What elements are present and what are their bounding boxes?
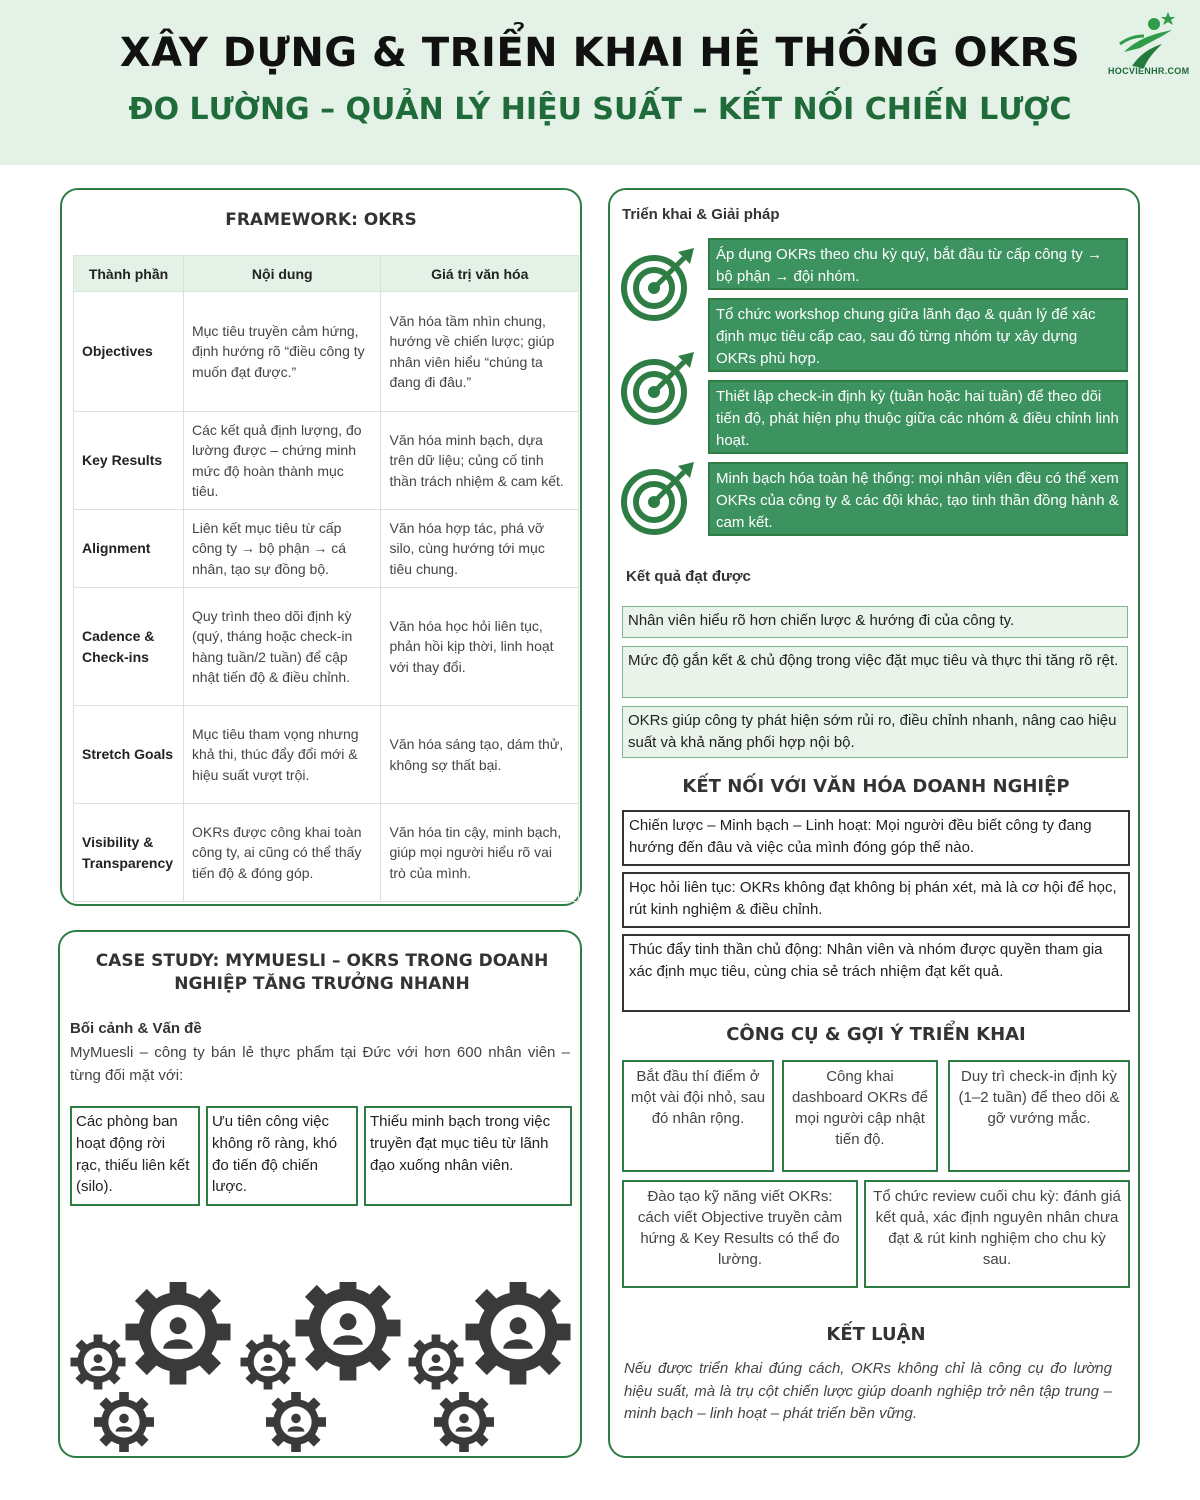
page-title: XÂY DỰNG & TRIỂN KHAI HỆ THỐNG OKRS: [119, 30, 1081, 76]
problem-box: Ưu tiên công việc không rõ ràng, khó đo tiến độ chiến lược.: [206, 1106, 358, 1206]
component-cell: Cadence & Check-ins: [74, 588, 184, 706]
table-row: [74, 706, 579, 804]
tool-item: Bắt đầu thí điểm ở một vài đội nhỏ, sau đó nhân rộng.: [622, 1060, 774, 1172]
tool-item: Duy trì check-in định kỳ (1–2 tuần) để theo dõi & gỡ vướng mắc.: [948, 1060, 1130, 1172]
tool-item: Đào tạo kỹ năng viết OKRs: cách viết Objective truyền cảm hứng & Key Results có thể đo lường.: [622, 1180, 858, 1288]
culture-heading: KẾT NỐI VỚI VĂN HÓA DOANH NGHIỆP: [682, 776, 1070, 797]
framework-title: FRAMEWORK: OKRS: [225, 210, 417, 230]
table-row: [74, 804, 579, 902]
conclusion-text: Nếu được triển khai đúng cách, OKRs không chỉ là công cụ đo lường hiệu suất, mà là trụ cột chiến lược giúp doanh nghiệp trở nên tập trung – minh bạch – linh hoạt – phát triển bền vững.: [624, 1360, 1112, 1422]
component-cell: Objectives: [74, 292, 184, 412]
column-header: Giá trị văn hóa: [381, 256, 579, 292]
target-icon: [618, 348, 698, 428]
framework-panel: [60, 188, 582, 906]
deployment-item: Tổ chức workshop chung giữa lãnh đạo & quản lý để xác định mục tiêu cấp cao, sau đó từng nhóm tự xây dựng OKRs phù hợp.: [708, 298, 1128, 372]
right-panel: [608, 188, 1140, 1458]
table-row: [74, 510, 579, 588]
conclusion-heading: KẾT LUẬN: [826, 1324, 926, 1345]
tools-heading: CÔNG CỤ & GỢI Ý TRIỂN KHAI: [726, 1024, 1026, 1045]
tool-item: Công khai dashboard OKRs để mọi người cập nhật tiến độ.: [782, 1060, 938, 1172]
case-study-subheading: Bối cảnh & Vấn đề: [70, 1020, 202, 1037]
results-label: Kết quả đạt được: [626, 568, 751, 585]
target-icon: [618, 244, 698, 324]
result-item: OKRs giúp công ty phát hiện sớm rủi ro, điều chỉnh nhanh, nâng cao hiệu suất và khả năng phối hợp nội bộ.: [622, 706, 1128, 758]
content-cell: Các kết quả định lượng, đo lường được – chứng minh mức độ hoàn thành mục tiêu.: [183, 412, 381, 510]
culture-cell: Văn hóa minh bạch, dựa trên dữ liệu; củng cố tinh thần trách nhiệm & cam kết.: [381, 412, 579, 510]
column-header: Thành phần: [74, 256, 184, 292]
culture-cell: Văn hóa sáng tạo, dám thử, không sợ thất bại.: [381, 706, 579, 804]
culture-cell: Văn hóa tin cậy, minh bạch, giúp mọi người hiểu rõ vai trò của mình.: [381, 804, 579, 902]
component-cell: Alignment: [74, 510, 184, 588]
culture-cell: Văn hóa học hỏi liên tục, phản hồi kịp thời, linh hoạt với thay đổi.: [381, 588, 579, 706]
table-row: [74, 292, 579, 412]
content-cell: Mục tiêu truyền cảm hứng, định hướng rõ “điều công ty muốn đạt được.”: [183, 292, 381, 412]
result-item: Mức độ gắn kết & chủ động trong việc đặt mục tiêu và thực thi tăng rõ rệt.: [622, 646, 1128, 698]
content-cell: OKRs được công khai toàn công ty, ai cũng có thể thấy tiến độ & đóng góp.: [183, 804, 381, 902]
component-cell: Key Results: [74, 412, 184, 510]
table-row: [74, 412, 579, 510]
deployment-item: Minh bạch hóa toàn hệ thống: mọi nhân viên đều có thể xem OKRs của công ty & các đội khác, tạo tinh thần đồng hành & cam kết.: [708, 462, 1128, 536]
header-banner: [0, 0, 1200, 165]
result-item: Nhân viên hiểu rõ hơn chiến lược & hướng đi của công ty.: [622, 606, 1128, 638]
gears-people-illustration: [68, 1282, 578, 1452]
content-cell: Mục tiêu tham vọng nhưng khả thi, thúc đẩy đổi mới & hiệu suất vượt trội.: [183, 706, 381, 804]
culture-item: Học hỏi liên tục: OKRs không đạt không bị phán xét, mà là cơ hội để học, rút kinh nghiệm & điều chỉnh.: [622, 872, 1130, 928]
component-cell: Visibility & Transparency: [74, 804, 184, 902]
case-study-panel: [58, 930, 582, 1458]
deployment-item: Thiết lập check-in định kỳ (tuần hoặc hai tuần) để theo dõi tiến độ, phát hiện phụ thuộc giữa các nhóm & điều chỉnh linh hoạt.: [708, 380, 1128, 454]
culture-cell: Văn hóa hợp tác, phá vỡ silo, cùng hướng tới mục tiêu chung.: [381, 510, 579, 588]
framework-table: [73, 255, 579, 902]
culture-item: Thúc đẩy tinh thần chủ động: Nhân viên và nhóm được quyền tham gia xác định mục tiêu, cùng chia sẻ trách nhiệm đạt kết quả.: [622, 934, 1130, 1012]
target-icon: [618, 458, 698, 538]
content-cell: Liên kết mục tiêu từ cấp công ty → bộ phận → cá nhân, tạo sự đồng bộ.: [183, 510, 381, 588]
logo-text: HOCVIENHR.COM: [1108, 66, 1190, 76]
tool-item: Tổ chức review cuối chu kỳ: đánh giá kết quả, xác định nguyên nhân chưa đạt & rút kinh nghiệm cho chu kỳ sau.: [864, 1180, 1130, 1288]
column-header: Nội dung: [183, 256, 381, 292]
problem-box: Thiếu minh bạch trong việc truyền đạt mục tiêu từ lãnh đạo xuống nhân viên.: [364, 1106, 572, 1206]
culture-cell: Văn hóa tầm nhìn chung, hướng về chiến lược; giúp nhân viên hiểu “chúng ta đang đi đâu.”: [381, 292, 579, 412]
content-cell: Quy trình theo dõi định kỳ (quý, tháng hoặc check-in hàng tuần/2 tuần) để cập nhật tiến độ & điều chỉnh.: [183, 588, 381, 706]
culture-item: Chiến lược – Minh bạch – Linh hoạt: Mọi người đều biết công ty đang hướng đến đâu và việc của mình đóng góp thế nào.: [622, 810, 1130, 866]
deployment-label: Triển khai & Giải pháp: [622, 206, 780, 223]
problem-box: Các phòng ban hoạt động rời rạc, thiếu liên kết (silo).: [70, 1106, 200, 1206]
page-subtitle: ĐO LƯỜNG – QUẢN LÝ HIỆU SUẤT – KẾT NỐI CHIẾN LƯỢC: [128, 92, 1072, 127]
table-header-row: [74, 256, 579, 292]
case-study-title: CASE STUDY: MYMUESLI – OKRS TRONG DOANH NGHIỆP TĂNG TRƯỞNG NHANH: [95, 951, 549, 994]
table-row: [74, 588, 579, 706]
case-study-intro: MyMuesli – công ty bán lẻ thực phẩm tại Đức với hơn 600 nhân viên – từng đối mặt với:: [70, 1044, 570, 1084]
deployment-item: Áp dụng OKRs theo chu kỳ quý, bắt đầu từ cấp công ty → bộ phận → đội nhóm.: [708, 238, 1128, 290]
component-cell: Stretch Goals: [74, 706, 184, 804]
